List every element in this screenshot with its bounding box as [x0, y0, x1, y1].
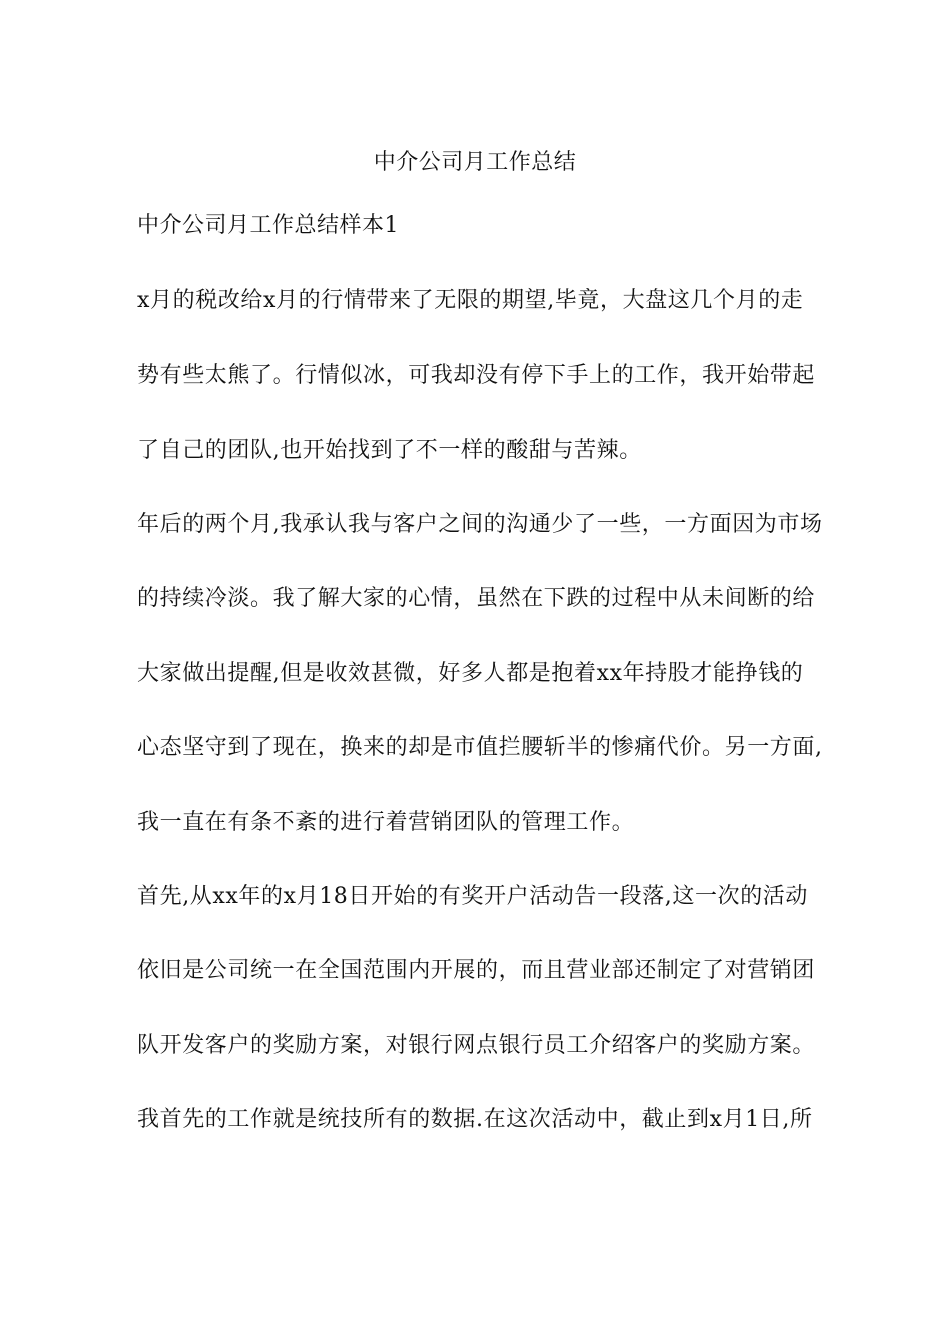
paragraph-line: 依旧是公司统一在全国范围内开展的，而且营业部还制定了对营销团 [137, 958, 816, 983]
paragraph-line: x月的税改给x月的行情带来了无限的期望,毕竟，大盘这几个月的走 [137, 288, 804, 313]
paragraph-line: 的持续冷淡。我了解大家的心情，虽然在下跌的过程中从未间断的给 [137, 586, 816, 611]
paragraph-line: 年后的两个月,我承认我与客户之间的沟通少了一些，一方面因为市场 [137, 512, 823, 537]
paragraph-line: 心态坚守到了现在，换来的却是市值拦腰斩半的惨痛代价。另一方面, [137, 735, 823, 760]
paragraph-line: 首先,从xx年的x月18日开始的有奖开户活动告一段落,这一次的活动 [137, 884, 809, 909]
paragraph-line: 我首先的工作就是统技所有的数据.在这次活动中，截止到x月1日,所 [137, 1107, 813, 1132]
paragraph-line: 势有些太熊了。行情似冰，可我却没有停下手上的工作，我开始带起 [137, 363, 816, 388]
paragraph-line: 队开发客户的奖励方案，对银行网点银行员工介绍客户的奖励方案。 [137, 1033, 816, 1058]
page-title: 中介公司月工作总结 [373, 150, 577, 175]
paragraph-line: 我一直在有条不紊的进行着营销团队的管理工作。 [137, 810, 635, 835]
document-subtitle: 中介公司月工作总结样本1 [137, 213, 399, 238]
paragraph-line: 大家做出提醒,但是收效甚微，好多人都是抱着xx年持股才能挣钱的 [137, 661, 804, 686]
paragraph-line: 了自己的团队,也开始找到了不一样的酸甜与苦辣。 [137, 438, 642, 463]
